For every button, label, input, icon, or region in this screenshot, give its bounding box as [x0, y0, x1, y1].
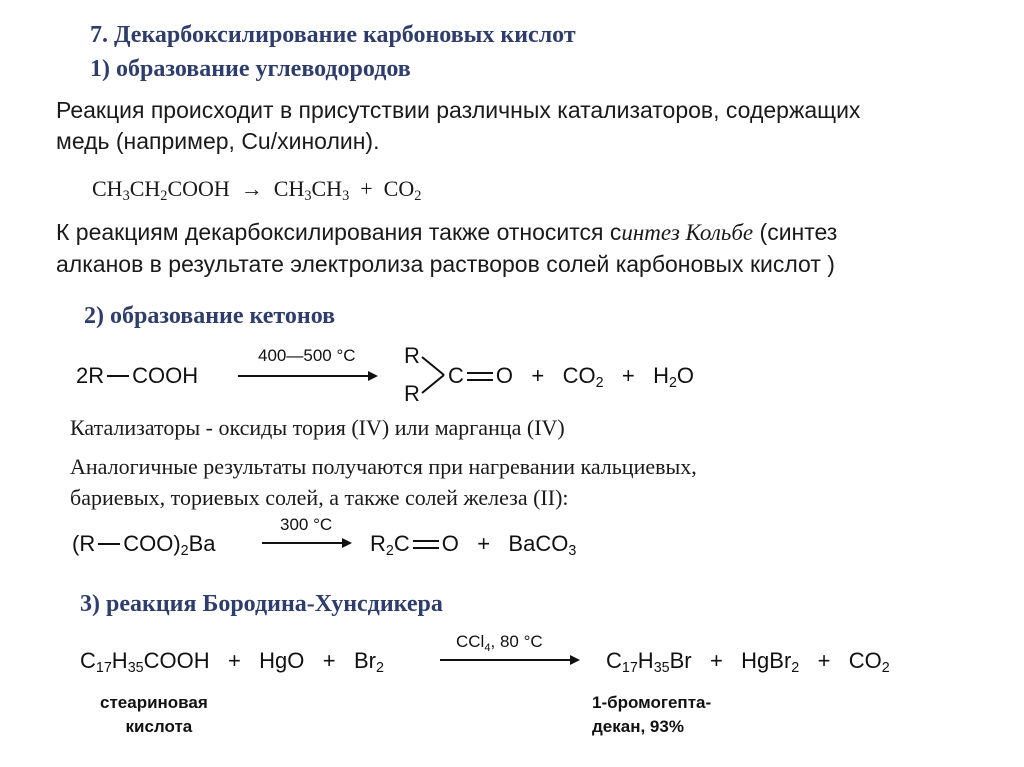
single-bond-icon — [107, 375, 129, 377]
hunsdiecker-arrow-label: CCl$_4$, 80 °C — [456, 632, 543, 654]
hunsdiecker-eq-products: $C_{17}H_{35}Br$ + HgBr$_2$ + $CO_2$ — [606, 648, 890, 676]
paragraph-kolbe-line2: алканов в результате электролиза растворов солей карбоновых кислот ) — [56, 251, 835, 277]
ketone-eq-products: C O + $CO_2$ + $H_2O$ — [448, 363, 695, 391]
caption-stearic-acid: стеариновая кислота — [100, 693, 208, 736]
paragraph-catalysts-line2: медь (например, Cu/хинолин). — [56, 128, 380, 154]
ketone-r-top: R — [404, 343, 420, 368]
paragraph-kolbe-line1: К реакциям декарбоксилирования также относится синтез Кольбе (синтез — [56, 219, 838, 245]
ketone-eq-reactant: 2R COOH — [76, 363, 199, 388]
equation-propanoic-decarboxylation: $CH_3CH_2COOH \to CH_3CH_3 + CO_2$ — [92, 176, 422, 204]
barium-eq-reactant: (R $COO)_2Ba$ — [72, 531, 216, 559]
ketone-arrow-label: 400—500 °C — [258, 346, 356, 365]
hunsdiecker-reaction-arrow-icon — [440, 654, 580, 666]
catalysts-text: Катализаторы - оксиды тория (IV) или марганца (IV) — [70, 415, 565, 440]
paragraph-catalysts-line1: Реакция происходит в присутствии различных катализаторов, содержащих — [56, 97, 861, 123]
double-bond-icon — [467, 372, 493, 381]
barium-arrow-label: 300 °C — [280, 515, 333, 534]
hunsdiecker-eq-reactants: $C_{17}H_{35}COOH$ + HgO + $Br_2$ — [80, 648, 384, 676]
reaction-arrow-icon: → — [240, 176, 263, 201]
ketone-reaction-arrow-icon — [238, 370, 378, 382]
barium-eq-products: $R_2C$ O + BaCO$_3$ — [370, 531, 577, 559]
ketone-r-bottom: R — [404, 381, 420, 406]
subheading-borodin-hunsdiecker: 3) реакция Бородина-Хунсдикера — [80, 591, 443, 617]
single-bond-icon — [98, 543, 120, 545]
barium-reaction-arrow-icon — [262, 537, 352, 549]
subheading-hydrocarbons: 1) образование углеводородов — [90, 56, 411, 82]
double-bond-icon — [413, 540, 439, 549]
kolbe-synthesis-term: интез Кольбе — [621, 220, 754, 245]
caption-bromoheptadecane: 1-бромогепта- декан, 93% — [592, 693, 712, 736]
subheading-ketones: 2) образование кетонов — [84, 303, 336, 329]
ketone-branch-bonds-icon — [420, 355, 446, 395]
analog-text-line2: бариевых, ториевых солей, а также солей железа (II): — [70, 485, 569, 510]
analog-text-line1: Аналогичные результаты получаются при нагревании кальциевых, — [70, 454, 697, 479]
section-title: 7. Декарбоксилирование карбоновых кислот — [90, 22, 576, 48]
